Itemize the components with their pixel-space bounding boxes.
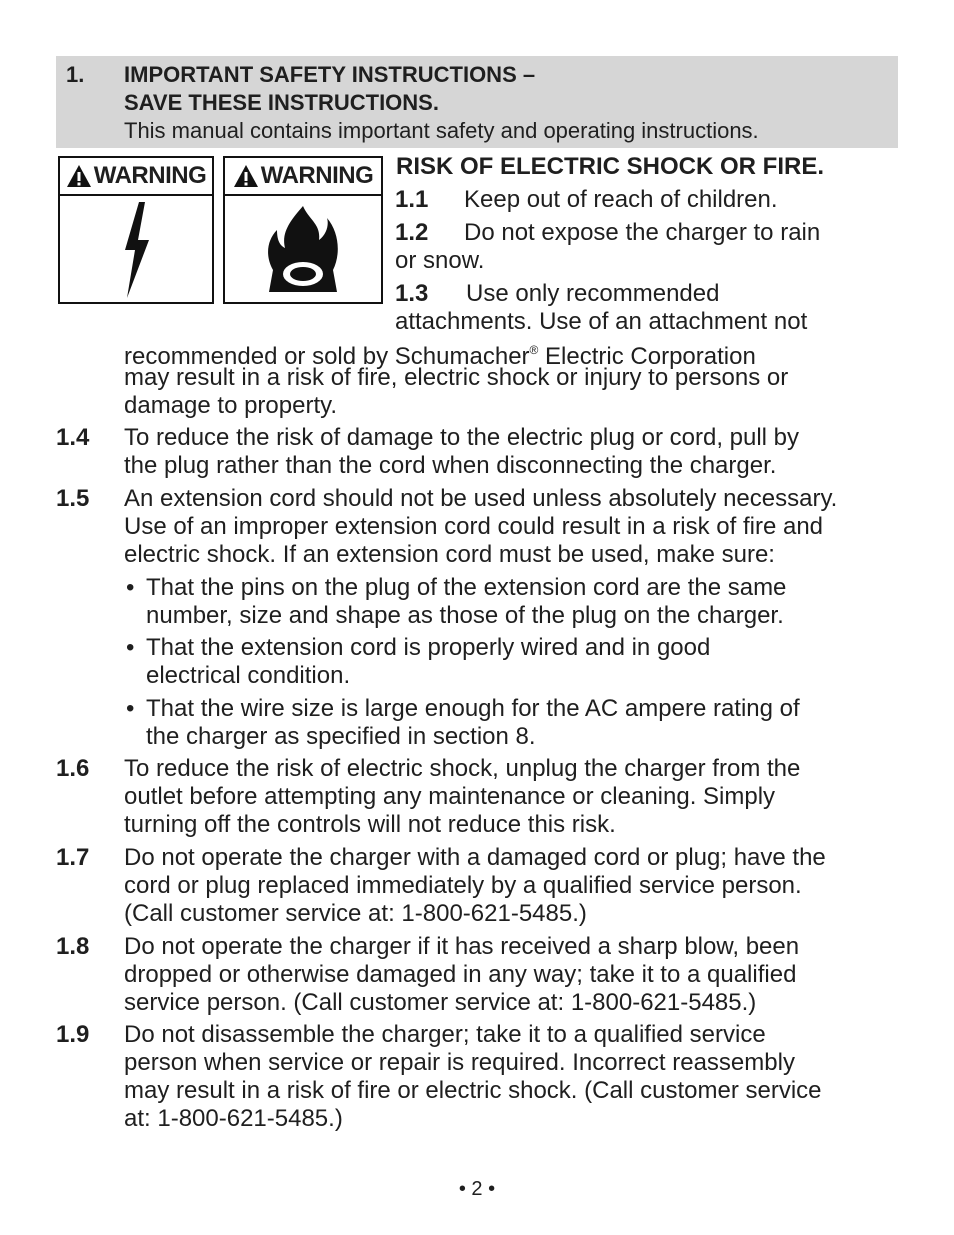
warning-box-shock: [58, 156, 214, 304]
bullet-text: That the wire size is large enough for the AC ampere rating of: [146, 695, 800, 722]
item-number-1-2: 1.2: [395, 219, 429, 246]
bullet-marker: •: [126, 574, 135, 601]
section-title-line2: SAVE THESE INSTRUCTIONS.: [124, 90, 439, 115]
item-text: damage to property.: [124, 392, 338, 419]
bullet-marker: •: [126, 634, 135, 661]
item-text: cord or plug replaced immediately by a qualified service person.: [124, 872, 802, 899]
item-text: Use only recommended: [466, 280, 720, 307]
item-number-1-5: 1.5: [56, 485, 90, 512]
warning-label: WARNING: [260, 162, 374, 189]
item-text: (Call customer service at: 1-800-621-5485.): [124, 900, 587, 927]
bullet-text: That the extension cord is properly wired and in good: [146, 634, 711, 661]
bullet-marker: •: [126, 695, 135, 722]
item-number-1-9: 1.9: [56, 1021, 90, 1048]
bullet-text: That the pins on the plug of the extension cord are the same: [146, 574, 787, 601]
item-text: the plug rather than the cord when disconnecting the charger.: [124, 452, 777, 479]
item-text: Use of an improper extension cord could result in a risk of fire and: [124, 513, 824, 540]
item-text: electric shock. If an extension cord must be used, make sure:: [124, 541, 775, 568]
item-number-1-1: 1.1: [395, 186, 429, 213]
fire-icon: [263, 202, 343, 298]
section-number: 1.: [66, 62, 85, 87]
item-text: Do not operate the charger if it has received a sharp blow, been: [124, 933, 800, 960]
item-number-1-4: 1.4: [56, 424, 90, 451]
section-title-line1: IMPORTANT SAFETY INSTRUCTIONS –: [124, 62, 536, 87]
warning-box-fire: [223, 156, 383, 304]
item-text: may result in a risk of fire, electric shock or injury to persons or: [124, 364, 789, 391]
item-text: turning off the controls will not reduce this risk.: [124, 811, 616, 838]
item-number-1-7: 1.7: [56, 844, 90, 871]
bullet-text: the charger as specified in section 8.: [146, 723, 536, 750]
item-text: attachments. Use of an attachment not: [395, 308, 808, 335]
item-text: To reduce the risk of damage to the electric plug or cord, pull by: [124, 424, 800, 451]
item-number-1-3: 1.3: [395, 280, 429, 307]
item-number-1-6: 1.6: [56, 755, 90, 782]
item-text: service person. (Call customer service at: 1-800-621-5485.): [124, 989, 757, 1016]
alert-triangle-icon: [66, 164, 92, 188]
item-text: dropped or otherwise damaged in any way; take it to a qualified: [124, 961, 797, 988]
item-text: Do not operate the charger with a damaged cord or plug; have the: [124, 844, 826, 871]
item-text: An extension cord should not be used unless absolutely necessary.: [124, 485, 838, 512]
alert-triangle-icon: [233, 164, 259, 188]
electric-shock-icon: [111, 200, 161, 300]
item-text: person when service or repair is required. Incorrect reassembly: [124, 1049, 795, 1076]
bullet-text: electrical condition.: [146, 662, 351, 689]
item-text: at: 1-800-621-5485.): [124, 1105, 343, 1132]
risk-heading: RISK OF ELECTRIC SHOCK OR FIRE.: [396, 153, 825, 180]
warning-label: WARNING: [93, 162, 207, 189]
item-text: Do not expose the charger to rain: [464, 219, 821, 246]
item-text: To reduce the risk of electric shock, unplug the charger from the: [124, 755, 801, 782]
item-number-1-8: 1.8: [56, 933, 90, 960]
registered-mark: ®: [529, 343, 539, 357]
item-text: Keep out of reach of children.: [464, 186, 778, 213]
item-text: or snow.: [395, 247, 485, 274]
bullet-text: number, size and shape as those of the plug on the charger.: [146, 602, 784, 629]
item-text: outlet before attempting any maintenance or cleaning. Simply: [124, 783, 776, 810]
page-number: • 2 •: [458, 1178, 496, 1200]
item-text: recommended or sold by Schumacher® Electric Corporation: [124, 343, 756, 370]
item-text: Do not disassemble the charger; take it to a qualified service: [124, 1021, 766, 1048]
section-subtitle: This manual contains important safety and operating instructions.: [124, 118, 759, 143]
item-text: may result in a risk of fire or electric shock. (Call customer service: [124, 1077, 822, 1104]
